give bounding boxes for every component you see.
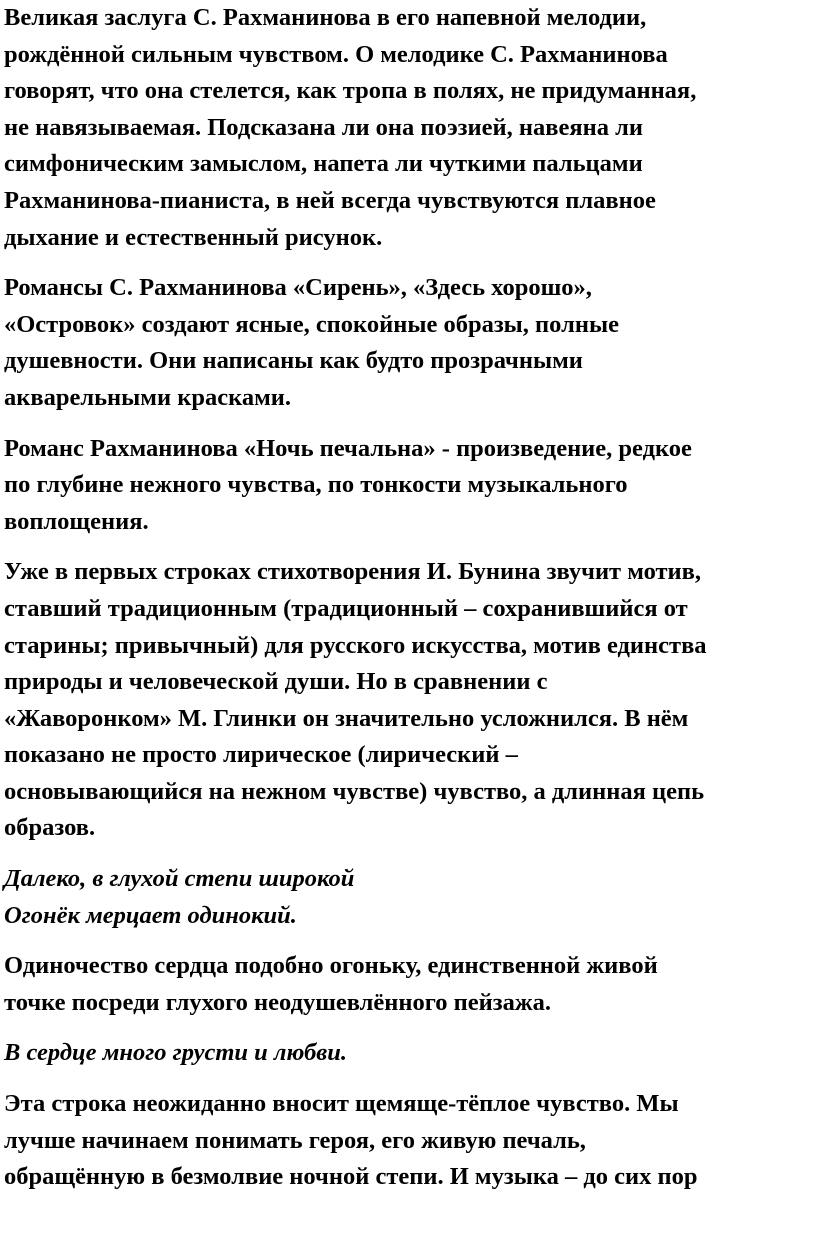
- text-line: основывающийся на нежном чувстве) чувство, а длинная цепь: [4, 777, 705, 805]
- text-line: воплощения.: [4, 507, 149, 535]
- text-line: обращённую в безмолвие ночной степи. И музыка – до сих пор: [4, 1163, 698, 1191]
- paragraph-warm-feeling: [0, 1086, 816, 1196]
- text-line: говорят, что она стелется, как тропа в полях, не придуманная,: [4, 77, 697, 105]
- text-line: симфоническим замыслом, напета ли чуткими пальцами: [4, 150, 643, 178]
- text-line: Рахманинова-пианиста, в ней всегда чувствуются плавное: [4, 186, 656, 214]
- poem-quote-steppe: [0, 861, 816, 934]
- text-line: Эта строка неожиданно вносит щемяще-тёплое чувство. Мы: [4, 1090, 679, 1118]
- text-line: ставший традиционным (традиционный – сохранившийся от: [4, 594, 688, 622]
- text-line: «Жаворонком» М. Глинки он значительно усложнился. В нём: [4, 704, 689, 732]
- paragraph-night-is-sad: [0, 431, 816, 541]
- poem-quote-heart: [0, 1035, 816, 1072]
- text-line: акварельными красками.: [4, 383, 292, 411]
- paragraph-romances: [0, 270, 816, 416]
- text-line: образов.: [4, 814, 96, 842]
- text-line: Романсы С. Рахманинова «Сирень», «Здесь хорошо»,: [4, 274, 592, 302]
- text-line: «Островок» создают ясные, спокойные образы, полные: [4, 310, 619, 338]
- text-line: душевности. Они написаны как будто прозрачными: [4, 347, 583, 375]
- text-line: старины; привычный) для русского искусства, мотив единства: [4, 631, 707, 659]
- text-line: точке посреди глухого неодушевлённого пейзажа.: [4, 988, 552, 1016]
- text-line: рождённой сильным чувством. О мелодике С. Рахманинова: [4, 40, 668, 68]
- text-line: природы и человеческой души. Но в сравнении с: [4, 668, 548, 696]
- text-line: Огонёк мерцает одинокий.: [4, 901, 297, 929]
- paragraph-loneliness: [0, 948, 816, 1021]
- text-line: Романс Рахманинова «Ночь печальна» - произведение, редкое: [4, 434, 692, 462]
- text-line: показано не просто лирическое (лирический –: [4, 741, 518, 769]
- text-line: В сердце много грусти и любви.: [4, 1039, 347, 1067]
- text-line: лучше начинаем понимать героя, его живую печаль,: [4, 1126, 586, 1154]
- text-line: по глубине нежного чувства, по тонкости музыкального: [4, 471, 628, 499]
- text-line: Далеко, в глухой степи широкой: [4, 865, 355, 893]
- text-line: не навязываемая. Подсказана ли она поэзией, навеяна ли: [4, 113, 643, 141]
- text-line: Великая заслуга С. Рахманинова в его напевной мелодии,: [4, 4, 647, 31]
- text-line: Одиночество сердца подобно огоньку, единственной живой: [4, 952, 658, 980]
- text-line: дыхание и естественный рисунок.: [4, 223, 383, 251]
- paragraph-bunin-poem: [0, 554, 816, 847]
- paragraph-rachmaninov-melody: [0, 0, 816, 256]
- text-line: Уже в первых строках стихотворения И. Бунина звучит мотив,: [4, 558, 702, 586]
